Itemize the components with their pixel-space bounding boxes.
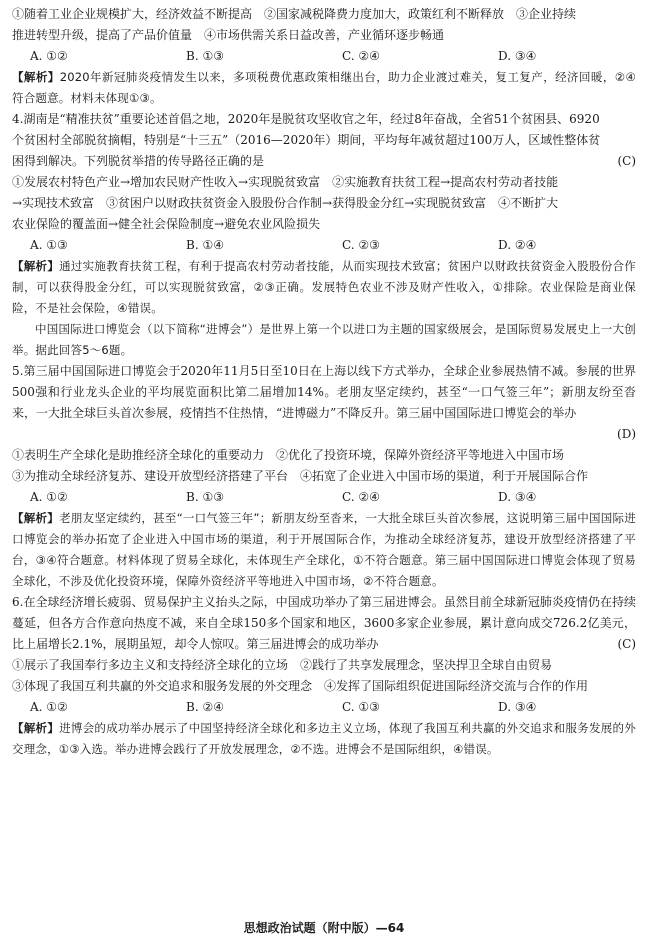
q6-analysis [12, 718, 636, 760]
q4-stem-line1: 4.湖南是“精准扶贫”重要论述首倡之地，2020年是脱贫攻坚收官之年，经过8年奋战，全省51个贫困县、6920 [12, 112, 600, 126]
q3-choices-line2: 推进转型升级，提高了产品价值量 ④市场供需关系日益改善，产业循环逐步畅通 [12, 28, 445, 42]
material-intro: 中国国际进口博览会（以下简称“进博会”）是世界上第一个以进口为主题的国家级展会，是国际贸易发展史上一大创举。据此回答5～6题。 [12, 322, 636, 357]
q5-option-a: A. ①② [30, 490, 68, 504]
q4-option-a: A. ①③ [30, 238, 68, 252]
q4-analysis [12, 256, 636, 319]
q4-choices-line2: →实现技术致富 ③贫困户以财政扶贫资金入股股份合作制→获得股金分红→实现脱贫致富 ④不断扩大 [12, 196, 559, 210]
q6-option-c: C. ①③ [342, 700, 380, 714]
q6-analysis-text: 进博会的成功举办展示了中国坚持经济全球化和多边主义立场，体现了我国互利共赢的外交追求和服务发展的外交理念，①③入选。举办进博会践行了开放发展理念，②不选。进博会不是国际组织，④错误。 [12, 721, 636, 756]
q5-stem: 5.第三届中国国际进口博览会于2020年11月5日至10日在上海以线下方式举办，全球企业参展热情不减。参展的世界500强和行业龙头企业的平均展览面积比第二届增加14%。老朋友坚定续约，甚至“一口气签三年”；新朋友纷至沓来，一大批全球巨头首次参展，疫情挡不住热情，“进博磁力”不降反升。第三届中国国际进口博览会的举办 [12, 364, 636, 420]
q5-option-b: B. ①③ [186, 490, 224, 504]
q3-analysis [12, 67, 636, 109]
q3-option-d: D. ③④ [498, 49, 537, 63]
q3-choices-line1: ①随着工业企业规模扩大，经济效益不断提高 ②国家减税降费力度加大，政策红利不断释放 ③企业持续 [12, 7, 577, 21]
q3-option-c: C. ②④ [342, 49, 380, 63]
q4-choices-line3: 农业保险的覆盖面→健全社会保险制度→避免农业风险损失 [12, 217, 321, 231]
q6-answer: (C) [617, 637, 636, 651]
q5-answer-line [12, 424, 636, 445]
q5-analysis-label: 【解析】 [12, 511, 60, 525]
q5-option-c: C. ②④ [342, 490, 380, 504]
q3-analysis-text: 2020年新冠肺炎疫情发生以来，多项税费优惠政策相继出台，助力企业渡过难关，复工复产，经济回暖，②④符合题意。材料未体现①③。 [12, 70, 636, 105]
q5-choices-line2: ③为推动全球经济复苏、建设开放型经济搭建了平台 ④拓宽了企业进入中国市场的渠道，利于开展国际合作 [12, 469, 589, 483]
q4-choices-line1: ①发展农村特色产业→增加农民财产性收入→实现脱贫致富 ②实施教育扶贫工程→提高农村劳动者技能 [12, 175, 559, 189]
q3-options [12, 46, 636, 67]
q6-stem-text: 6.在全球经济增长疲弱、贸易保护主义抬头之际，中国成功举办了第三届进博会。虽然目前全球新冠肺炎疫情仍在持续蔓延，但各方合作意向热度不减，来自全球150多个国家和地区，3600多家企业参展，累计意向成交726.2亿美元，比上届增长2.1%，展期虽短，却令人惊叹。第三届进博会的成功举办 [12, 595, 636, 651]
q4-stem-line3 [12, 151, 636, 172]
q3-option-a: A. ①② [30, 49, 68, 63]
q4-options [12, 235, 636, 256]
q6-analysis-label: 【解析】 [12, 721, 60, 735]
exam-page [12, 4, 636, 760]
q5-options [12, 487, 636, 508]
q4-stem-text: 困得到解决。下列脱贫举措的传导路径正确的是 [12, 154, 265, 168]
q5-analysis-text: 老朋友坚定续约，甚至“一口气签三年”；新朋友纷至沓来，一大批全球巨头首次参展，这说明第三届中国国际进口博览会的举办拓宽了企业进入中国市场的渠道，利于开展国际合作，为推动全球经济复苏，建设开放型经济搭建了平台，③④符合题意。材料体现了贸易全球化，未体现生产全球化，①不符合题意。第三届中国国际进口博览会体现了贸易全球化，不涉及优化投资环境，保障外资经济平等地进入中国市场，②不符合题意。 [12, 511, 636, 588]
q4-analysis-text: 通过实施教育扶贫工程，有利于提高农村劳动者技能，从而实现技术致富；贫困户以财政扶贫资金入股股份合作制，可以获得股金分红，可以实现脱贫致富，②③正确。发展特色农业不涉及财产性收入，①排除。农业保险是商业保险，不是社会保险，④错误。 [12, 259, 636, 315]
q5-choices-line1: ①表明生产全球化是助推经济全球化的重要动力 ②优化了投资环境，保障外资经济平等地进入中国市场 [12, 448, 565, 462]
q4-analysis-label: 【解析】 [12, 259, 60, 273]
q6-stem [12, 592, 636, 655]
q4-option-d: D. ②④ [498, 238, 537, 252]
q3-option-b: B. ①③ [186, 49, 224, 63]
q4-stem-line2: 个贫困村全部脱贫摘帽，特别是“十三五”（2016—2020年）期间，平均每年减贫超过100万人，区域性整体贫 [12, 133, 601, 147]
q5-option-d: D. ③④ [498, 490, 537, 504]
page-footer: 思想政治试题（附中版）—64 [243, 921, 405, 935]
q3-analysis-label: 【解析】 [12, 70, 60, 84]
q4-option-c: C. ②③ [342, 238, 380, 252]
q4-answer: (C) [617, 154, 636, 168]
q6-choices-line2: ③体现了我国互利共赢的外交追求和服务发展的外交理念 ④发挥了国际组织促进国际经济交流与合作的作用 [12, 679, 589, 693]
q5-answer: (D) [617, 427, 636, 441]
q6-options [12, 697, 636, 718]
q4-option-b: B. ①④ [186, 238, 224, 252]
q6-option-d: D. ③④ [498, 700, 537, 714]
q6-option-b: B. ②④ [186, 700, 224, 714]
q6-choices-line1: ①展示了我国奉行多边主义和支持经济全球化的立场 ②践行了共享发展理念，坚决捍卫全球自由贸易 [12, 658, 553, 672]
q6-option-a: A. ①② [30, 700, 68, 714]
q5-analysis [12, 508, 636, 592]
